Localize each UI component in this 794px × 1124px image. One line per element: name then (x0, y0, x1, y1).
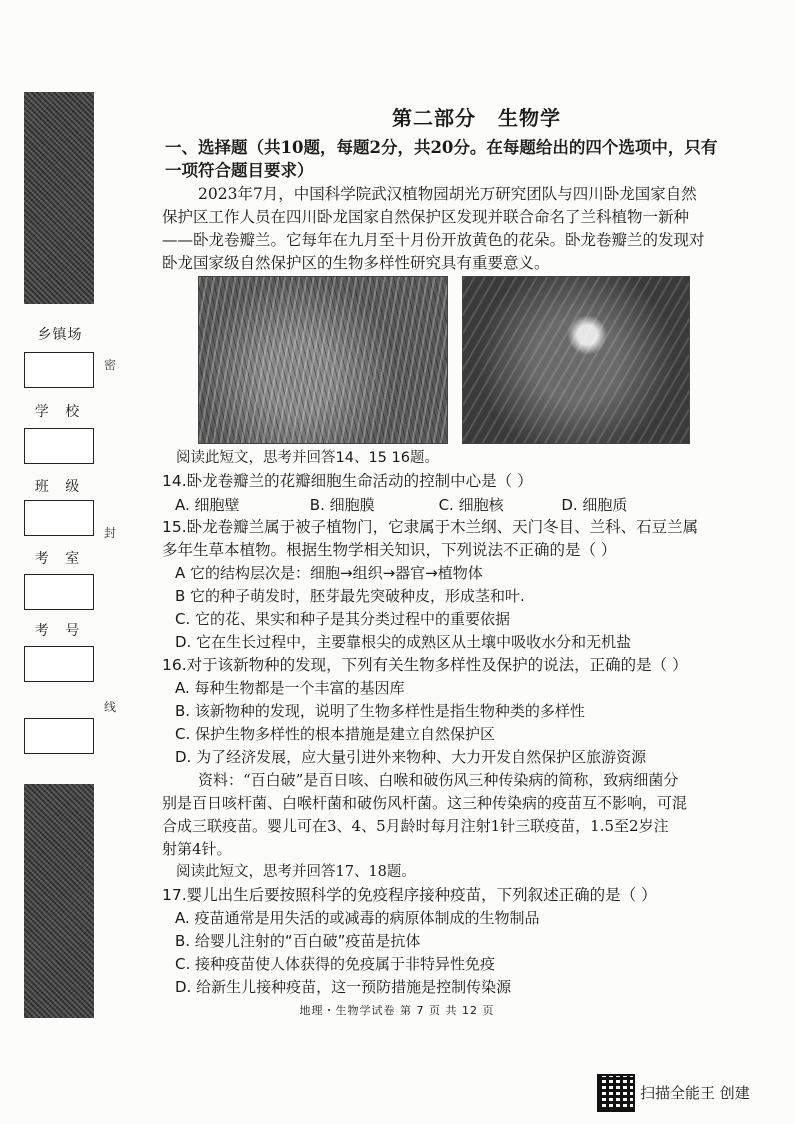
label-exam-number: 考 号 (34, 623, 86, 639)
q15-stem: 15.卧龙卷瓣兰属于被子植物门，它隶属于木兰纲、天门冬目、兰科、石豆兰属 (162, 518, 699, 536)
q15-option-c[interactable]: C. 它的花、果实和种子是其分类过程中的重要依据 (175, 610, 511, 628)
read-prompt-2: 阅读此短文，思考并回答17、18题。 (176, 864, 416, 880)
passage2-line: 别是百日咳杆菌、白喉杆菌和破伤风杆菌。这三种传染病的疫苗互不影响，可混 (162, 794, 688, 812)
label-class: 班 级 (34, 479, 86, 495)
label-township: 乡镇场 (37, 327, 83, 343)
q16-option-d[interactable]: D. 为了经济发展，应大量引进外来物种、大力开发自然保护区旅游资源 (175, 748, 647, 766)
orchid-flower-photo (462, 276, 690, 444)
q16-stem: 16.对于该新物种的发现，下列有关生物多样性及保护的说法，正确的是（ ） (162, 656, 688, 674)
blank-field[interactable] (24, 718, 94, 754)
q17-option-d[interactable]: D. 给新生儿接种疫苗，这一预防措施是控制传染源 (175, 978, 512, 996)
exam-number-field[interactable] (24, 646, 94, 682)
page-title (392, 102, 561, 131)
binding-char-line: 线 (104, 700, 117, 714)
q14-option-a[interactable]: A. 细胞壁 (175, 496, 240, 514)
q17-stem: 17.婴儿出生后要按照科学的免疫程序接种疫苗，下列叙述正确的是（ ） (162, 886, 657, 904)
class-field[interactable] (24, 500, 94, 536)
q16-option-b[interactable]: B. 该新物种的发现，说明了生物多样性是指生物种类的多样性 (175, 702, 585, 720)
q17-option-c[interactable]: C. 接种疫苗使人体获得的免疫属于非特异性免疫 (175, 955, 496, 973)
orchid-habitat-photo (198, 276, 448, 444)
passage1-line: 保护区工作人员在四川卧龙国家自然保护区发现并联合命名了兰科植物一新种 (162, 208, 690, 226)
room-field[interactable] (24, 574, 94, 610)
label-school: 学 校 (34, 404, 86, 420)
passage1-line: 卧龙国家级自然保护区的生物多样性研究具有重要意义。 (162, 254, 550, 272)
q16-option-c[interactable]: C. 保护生物多样性的根本措施是建立自然保护区 (175, 725, 496, 743)
q15-option-d[interactable]: D. 它在生长过程中，主要靠根尖的成熟区从土壤中吸收水分和无机盐 (175, 633, 632, 651)
scanner-brand: 扫描全能王 创建 (640, 1084, 750, 1102)
q15-option-b[interactable]: B 它的种子萌发时，胚芽最先突破种皮，形成茎和叶. (175, 587, 525, 605)
q17-option-b[interactable]: B. 给婴儿注射的“百白破”疫苗是抗体 (175, 932, 421, 950)
passage2-line: 合成三联疫苗。婴儿可在3、4、5月龄时每月注射1针三联疫苗，1.5至2岁注 (162, 817, 669, 835)
q17-option-a[interactable]: A. 疫苗通常是用失活的或减毒的病原体制成的生物制品 (175, 909, 540, 927)
passage2-line: 资料：“百白破”是百日咳、白喉和破伤风三种传染病的简称，致病细菌分 (198, 771, 679, 789)
section-heading-cont: 一项符合题目要求） (165, 161, 314, 180)
binding-char-envelope: 封 (104, 526, 117, 540)
binding-strip-top (24, 92, 94, 304)
q15-stem-cont: 多年生草本植物。根据生物学相关知识，下列说法不正确的是（ ） (162, 541, 617, 559)
q16-option-a[interactable]: A. 每种生物都是一个丰富的基因库 (175, 679, 405, 697)
title-part: 第二部分 (392, 106, 476, 130)
q14-option-b[interactable]: B. 细胞膜 (309, 496, 375, 514)
q14-stem: 14.卧龙卷瓣兰的花瓣细胞生命活动的控制中心是（ ） (162, 472, 533, 490)
title-subject: 生物学 (498, 106, 561, 130)
qr-code-icon (597, 1074, 635, 1112)
binding-char-seal: 密 (104, 358, 117, 372)
page-footer: 地理・生物学试卷 第 7 页 共 12 页 (299, 1004, 495, 1017)
section-heading: 一、选择题（共10题，每题2分，共20分。在每题给出的四个选项中，只有 (165, 138, 718, 157)
school-field[interactable] (24, 428, 94, 464)
q14-option-c[interactable]: C. 细胞核 (438, 496, 504, 514)
binding-strip-bottom (24, 784, 94, 1018)
township-field[interactable] (24, 352, 94, 388)
label-room: 考 室 (34, 551, 86, 567)
passage1-line: 2023年7月，中国科学院武汉植物园胡光万研究团队与四川卧龙国家自然 (198, 185, 697, 203)
q14-options (175, 494, 627, 515)
q14-option-d[interactable]: D. 细胞质 (561, 496, 628, 514)
passage1-line: ——卧龙卷瓣兰。它每年在九月至十月份开放黄色的花朵。卧龙卷瓣兰的发现对 (162, 231, 705, 249)
read-prompt-1: 阅读此短文，思考并回答14、15 16题。 (176, 450, 439, 466)
q15-option-a[interactable]: A 它的结构层次是：细胞→组织→器官→植物体 (175, 564, 483, 582)
passage2-line: 射第4针。 (162, 840, 232, 858)
